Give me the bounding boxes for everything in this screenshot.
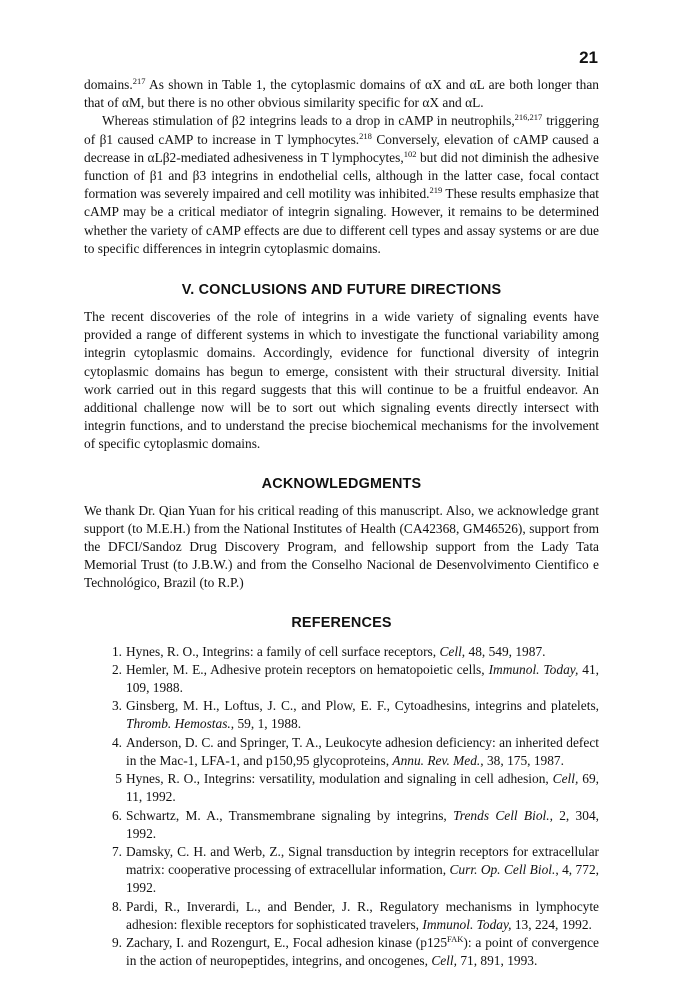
reference-number: 7. xyxy=(111,843,122,859)
citation-superscript: 216,217 xyxy=(514,112,543,123)
page-body xyxy=(84,76,599,970)
reference-text: ): a point of convergence in the action of neuropeptides, integrins, and oncogenes, xyxy=(126,934,599,969)
reference-number: 5 xyxy=(115,771,122,787)
reference-number: 9. xyxy=(111,934,122,950)
reference-citation: 41, 109, 1988. xyxy=(126,661,600,696)
reference-citation: , 48, 549, 1987. xyxy=(461,643,546,659)
citation-superscript: 218 xyxy=(359,130,372,141)
citation-superscript: 217 xyxy=(132,76,146,86)
acknowledgments-paragraph: We thank Dr. Qian Yuan for his critical reading of this manuscript. Also, we acknowledge grant support (to M.E.H.) from the National Institutes of Health (CA42368, GM46526), support from the DFCI/Sandoz Drug Discovery Program, and fellowship support from the Lady Tata Memorial Trust (to J.B.W.) and from the Conselho Nacional de Desenvolvimento Cientifico e Technológico, Brazil (to R.P.) xyxy=(84,502,599,591)
reference-item xyxy=(84,770,599,806)
reference-journal: Immunol. Today, xyxy=(488,661,579,677)
reference-number: 8. xyxy=(111,898,122,914)
camp-text-4: but did not diminish the adhesive function of β1 and β3 integrins in endothelial cells, although in the latter case, focal contact formation was severely impaired and cell motility was inhibited. xyxy=(84,149,599,202)
reference-citation: 71, 891, 1993. xyxy=(456,953,538,969)
reference-text: Pardi, R., Inverardi, L., and Bender, J. R., Regulatory mechanisms in lymphocyte adhesion: flexible receptors for sophisticated travelers, xyxy=(126,898,599,932)
reference-text: Zachary, I. and Rozengurt, E., Focal adhesion kinase (p125 xyxy=(126,934,448,950)
reference-item xyxy=(84,898,599,934)
reference-citation: , 2, 304, 1992. xyxy=(126,807,599,841)
reference-superscript: FAK xyxy=(447,933,464,944)
reference-citation: 69, 11, 1992. xyxy=(126,771,599,805)
camp-text-5: These results emphasize that cAMP may be a critical mediator of integrin signaling. However, it remains to be determined whether the variety of cAMP effects are due to different cell types and assay systems or are due to specific differences in integrin cytoplasmic domains. xyxy=(84,186,599,256)
reference-citation: , 4, 772, 1992. xyxy=(126,862,599,896)
camp-text-2: triggering of β1 caused cAMP to increase in T lymphocytes. xyxy=(84,113,599,147)
reference-number: 6. xyxy=(111,807,122,823)
page-number: 21 xyxy=(579,48,598,67)
conclusions-heading: V. CONCLUSIONS AND FUTURE DIRECTIONS xyxy=(181,282,502,299)
reference-number: 2. xyxy=(111,661,122,677)
reference-item xyxy=(84,661,599,697)
acknowledgments-heading: ACKNOWLEDGMENTS xyxy=(261,475,422,492)
reference-list xyxy=(84,643,599,971)
reference-item xyxy=(84,697,599,733)
reference-citation: 13, 224, 1992. xyxy=(511,916,592,932)
conclusions-paragraph: The recent discoveries of the role of integrins in a wide variety of signaling events have provided a range of different systems in which to investigate the functional variability among integrin cytoplasmic domains. Accordingly, evidence for functional diversity of integrin cytoplasmic domains has begun to emerge, consistent with their structural diversity. Initial work carried out in this regard suggests that this will continue to be a fruitful endeavor. An additional challenge now will be to sort out which signaling events directly intersect with integrin functions, and to understand the precise biochemical mechanisms for the involvement of specific cytoplasmic domains. xyxy=(84,309,599,452)
reference-item xyxy=(84,843,599,898)
reference-item xyxy=(84,734,599,770)
reference-citation: , 38, 175, 1987. xyxy=(480,752,564,768)
reference-number: 4. xyxy=(111,734,122,750)
reference-text: Damsky, C. H. and Werb, Z., Signal transduction by integrin receptors for extracellular matrix: cooperative processing of extracellular information, xyxy=(126,843,599,878)
reference-journal: Curr. Op. Cell Biol. xyxy=(449,862,556,878)
reference-journal: Immunol. Today, xyxy=(422,916,512,932)
reference-journal: Cell, xyxy=(431,953,457,969)
reference-text: Hynes, R. O., Integrins: a family of cell surface receptors, xyxy=(126,643,440,659)
reference-journal: Trends Cell Biol. xyxy=(453,807,550,823)
citation-superscript: 219 xyxy=(429,185,443,196)
reference-journal: Thromb. Hemostas. xyxy=(126,716,231,732)
reference-text: Anderson, D. C. and Springer, T. A., Leukocyte adhesion deficiency: an inherited defect in the Mac-1, LFA-1, and p150,95 glycoproteins, xyxy=(126,734,599,768)
camp-paragraph xyxy=(84,112,599,258)
citation-superscript: 102 xyxy=(403,148,417,159)
reference-text: Hynes, R. O., Integrins: versatility, modulation and signaling in cell adhesion, xyxy=(126,771,553,787)
reference-text: Schwartz, M. A., Transmembrane signaling by integrins, xyxy=(126,807,454,823)
camp-text-3: Conversely, elevation of cAMP caused a decrease in αLβ2-mediated adhesiveness in T lymphocytes, xyxy=(84,131,599,165)
references-heading: REFERENCES xyxy=(291,614,392,631)
reference-number: 3. xyxy=(111,698,122,714)
reference-journal: Cell xyxy=(439,643,462,659)
reference-text: Ginsberg, M. H., Loftus, J. C., and Plow, E. F., Cytoadhesins, integrins and platelets, xyxy=(126,698,599,714)
camp-text-1: Whereas stimulation of β2 integrins leads to a drop in cAMP in neutrophils, xyxy=(102,113,515,129)
intro-text-end: As shown in Table 1, the cytoplasmic domains of αX and αL are both longer than that of αM, but there is no other obvious similarity specific for αX and αL. xyxy=(84,77,599,111)
reference-journal: Annu. Rev. Med. xyxy=(392,752,481,768)
reference-text: Hemler, M. E., Adhesive protein receptors on hematopoietic cells, xyxy=(126,661,489,677)
reference-item xyxy=(84,934,599,970)
reference-item xyxy=(84,807,599,843)
reference-item xyxy=(84,643,599,661)
intro-text-start: domains. xyxy=(84,77,133,92)
reference-citation: , 59, 1, 1988. xyxy=(230,716,302,732)
reference-number: 1. xyxy=(111,643,122,659)
intro-paragraph xyxy=(84,76,599,112)
reference-journal: Cell, xyxy=(552,771,579,787)
